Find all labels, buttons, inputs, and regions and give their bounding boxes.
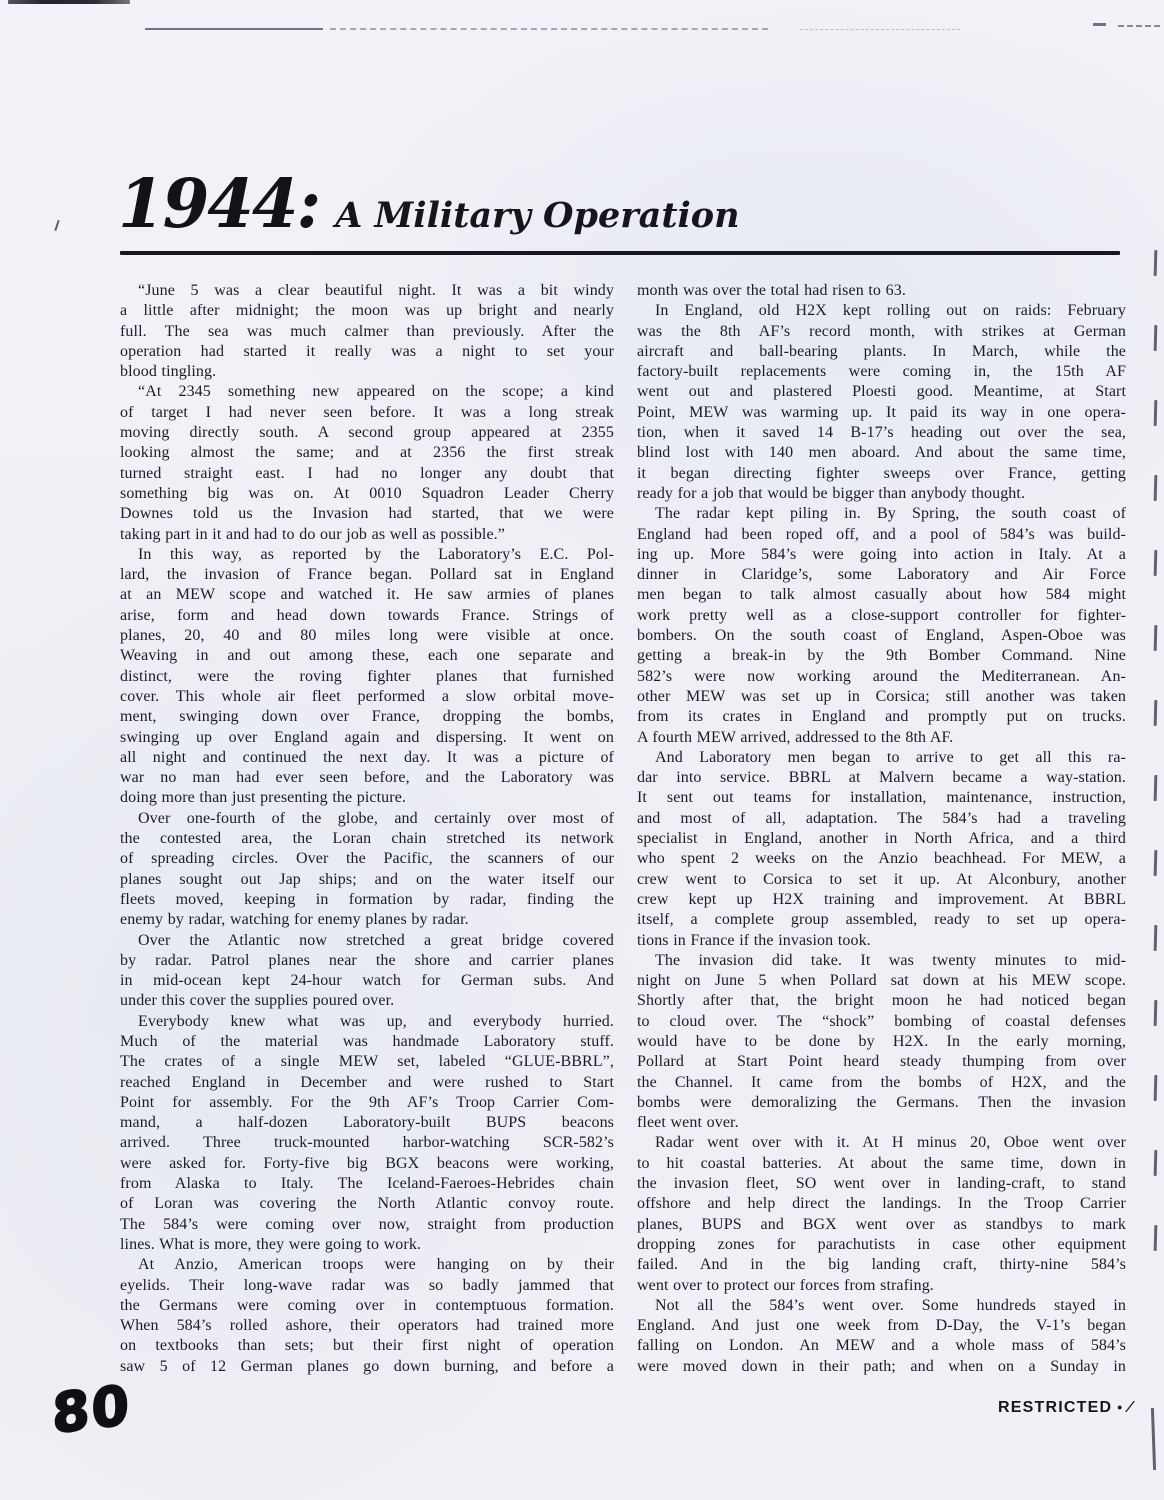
text-line: moving directly south. A second group appeared at 2355 [120,424,614,442]
text-line: war no man had ever seen before, and the Laboratory was [120,769,614,787]
scan-dash-artifact [1118,25,1160,27]
text-line: A fourth MEW arrived, addressed to the 8th AF. [637,728,954,746]
text-line: doing more than just presenting the picture. [120,789,407,807]
text-line: distinct, were the roving fighter planes that furnished [120,667,614,685]
text-line: Everybody knew what was up, and everybody hurried. [138,1012,614,1030]
text-line: from its crates in England and promptly put on trucks. [637,708,1126,726]
scan-smudge-bar [8,0,130,4]
text-line: would have to be done by H2X. In the early morning, [637,1032,1126,1050]
title-year: 1944: [118,164,320,243]
text-line: fleet went over. [637,1114,739,1132]
text-line: lines. What is more, they were going to work. [120,1235,422,1253]
classification-page-mark: ⁄ [1128,1399,1133,1416]
text-line: Downes told us the Invasion had started, that we were [120,505,614,523]
text-line: When 584’s rolled ashore, their operators had trained more [120,1317,614,1335]
text-line: Point, MEW was warming up. It paid its way in one opera- [637,403,1126,421]
text-line: the contested area, the Loran chain stretched its network [120,830,614,848]
text-line: In this way, as reported by the Laboratory’s E.C. Pol- [138,545,614,563]
text-line: ing up. More 584’s were going into action in Italy. At a [637,545,1126,563]
text-line: aircraft and ball-bearing plants. In March, while the [637,342,1126,360]
text-line: dropping zones for parachutists in case other equipment [637,1235,1126,1253]
text-line: offshore and help direct the landings. In the Troop Carrier [637,1195,1126,1213]
text-line: month was over the total had risen to 63. [637,282,906,299]
paragraph [637,1296,1126,1377]
text-line: cover. This whole air fleet performed a slow orbital move- [120,687,614,705]
text-line: reached England in December and were rushed to Start [120,1073,614,1091]
classification-label: RESTRICTED [998,1399,1113,1416]
text-line: Over the Atlantic now stretched a great bridge covered [138,931,614,949]
text-line: mand, a half-dozen Laboratory-built BUPS beacons [120,1114,614,1132]
text-line: bombs were demoralizing the Germans. Then the invasion [637,1093,1126,1111]
text-line: were asked for. Forty-five big BGX beacons were working, [120,1154,614,1172]
scan-tick-artifact [1154,400,1158,426]
text-line: arrived. Three truck-mounted harbor-watching SCR-582’s [120,1134,614,1152]
text-line: “At 2345 something new appeared on the scope; a kind [138,383,614,401]
text-line: Much of the material was handmade Laboratory stuff. [120,1032,614,1050]
text-line: blind lost with 140 men aboard. And about the same time, [637,444,1126,462]
text-line: under this cover the supplies poured over. [120,992,395,1010]
title-rule [120,251,1120,255]
text-line: blood tingling. [120,363,217,381]
scan-dash-artifact [1093,23,1106,26]
text-line: at an MEW scope and watched it. He saw armies of planes [120,586,614,604]
text-line: England had been roped off, and a pool of 584’s was build- [637,525,1126,543]
scan-tick-artifact [1154,925,1158,951]
text-line: tion, when it saved 14 B-17’s heading out over the sea, [637,424,1126,442]
text-line: Radar went over with it. At H minus 20, Oboe went over [655,1134,1126,1152]
text-line: The radar kept piling in. By Spring, the south coast of [655,505,1126,523]
scan-tick-artifact [1154,700,1158,726]
text-line: crew kept up H2X training and improvement. At BBRL [637,890,1126,908]
paragraph [120,931,614,1012]
text-line: the invasion fleet, SO went over in landing-craft, to stand [637,1175,1126,1193]
handwritten-page-number: 80 [51,1373,132,1446]
paragraph [120,545,614,809]
text-line: saw 5 of 12 German planes go down burning, and before a [120,1357,614,1375]
text-line: swinging up over England again and dispersing. It went on [120,728,614,746]
text-line: tions in France if the invasion took. [637,931,871,949]
paragraph [637,748,1126,951]
text-line: ment, swinging down over France, dropping the bombs, [120,708,614,726]
paragraph [120,382,614,544]
text-line: the Channel. It came from the bombs of H2X, and the [637,1073,1126,1091]
classification-marking [998,1399,1132,1417]
text-line: who spent 2 weeks on the Anzio beachhead. For MEW, a [637,850,1126,868]
text-line: were moved down in their path; and when on a Sunday in [637,1357,1126,1375]
text-line: to hit coastal batteries. At about the same time, down in [637,1154,1126,1172]
paragraph [120,1255,614,1377]
text-line: bombers. On the south coast of England, Aspen-Oboe was [637,627,1126,645]
paragraph [120,1012,614,1256]
text-line: arise, form and head down towards France. Strings of [120,606,614,624]
text-line: taking part in it and had to do our job as well as possible.” [120,525,505,543]
scan-tick-artifact [1154,1075,1158,1101]
text-line: failed. And in the big landing craft, thirty-nine 584’s [637,1256,1126,1274]
text-line: planes, 20, 40 and 80 miles long were visible at once. [120,627,614,645]
text-line: 582’s were now working around the Mediterranean. An- [637,667,1126,685]
paragraph [637,951,1126,1134]
paragraph [637,281,1126,301]
text-line: all night and continued the next day. It was a picture of [120,748,614,766]
text-line: full. The sea was much calmer than previously. After the [120,322,614,340]
scan-tick-artifact [1154,1000,1158,1026]
scan-tick-artifact [1154,775,1158,801]
text-line: to cloud over. The “shock” bombing of coastal defenses [637,1012,1126,1030]
scan-tick-artifact [1154,250,1158,276]
text-line: a little after midnight; the moon was up bright and nearly [120,302,614,320]
text-line: lard, the invasion of France began. Pollard sat in England [120,566,614,584]
text-line: went over to protect our forces from strafing. [637,1276,934,1294]
text-line: Shortly after that, the bright moon he had noticed began [637,992,1126,1010]
text-line: Over one-fourth of the globe, and certainly over most of [138,809,614,827]
left-column [120,281,614,1377]
paragraph [637,504,1126,748]
text-line: of spreading circles. Over the Pacific, the scanners of our [120,850,614,868]
text-line: itself, a complete group assembled, ready to set up opera- [637,911,1126,929]
page-header [118,164,740,243]
paragraph [637,1133,1126,1295]
text-line: work pretty well as a close-support controller for fighter- [637,606,1126,624]
title-subtitle: A Military Operation [335,195,740,236]
text-line: falling on London. An MEW and a whole mass of 584’s [637,1337,1126,1355]
scan-edge-line [1151,1408,1156,1470]
classification-separator: • [1117,1399,1124,1415]
text-line: of Loran was covering the North Atlantic convoy route. [120,1195,614,1213]
text-line: England. And just one week from D-Day, the V-1’s began [637,1317,1126,1335]
text-line: dar into service. BBRL at Malvern became a way-station. [637,769,1126,787]
scan-tick-artifact [1154,475,1158,501]
scan-tick-artifact [1154,1150,1158,1176]
text-line: other MEW was set up in Corsica; still another was taken [637,687,1126,705]
text-line: specialist in England, another in North Africa, and a third [637,830,1126,848]
text-line: The invasion did take. It was twenty minutes to mid- [655,951,1126,969]
scan-dotted-artifact [330,28,768,30]
text-line: looking almost the same; and at 2356 the first streak [120,444,614,462]
text-line: And Laboratory men began to arrive to get all this ra- [655,748,1126,766]
text-line: ready for a job that would be bigger than anybody thought. [637,484,1026,502]
text-line: “June 5 was a clear beautiful night. It was a bit windy [138,282,614,299]
text-line: something big was on. At 0010 Squadron Leader Cherry [120,484,614,502]
text-line: Pollard at Start Point heard steady thumping from over [637,1053,1126,1071]
text-line: Weaving in and out among these, each one separate and [120,647,614,665]
text-line: it began directing fighter sweeps over France, getting [637,464,1126,482]
scan-dash-artifact [145,28,323,30]
text-line: went out and plastered Ploesti good. Meantime, at Start [637,383,1126,401]
text-line: was the 8th AF’s record month, with strikes at German [637,322,1126,340]
text-line: planes sought out Jap ships; and on the water itself our [120,870,614,888]
text-line: The crates of a single MEW set, labeled “GLUE-BBRL”, [120,1053,614,1071]
text-line: Not all the 584’s went over. Some hundreds stayed in [655,1296,1126,1314]
text-line: eyelids. Their long-wave radar was so badly jammed that [120,1276,614,1294]
text-line: and most of all, adaptation. The 584’s had a traveling [637,809,1126,827]
text-line: getting a break-in by the 9th Bomber Command. Nine [637,647,1126,665]
text-line: enemy by radar, watching for enemy planes by radar. [120,911,469,929]
text-line: turned straight east. I had no longer any doubt that [120,464,614,482]
text-line: planes, BUPS and BGX went over as standbys to mark [637,1215,1126,1233]
text-line: on textbooks than sets; but their first night of operation [120,1337,614,1355]
text-line: At Anzio, American troops were hanging on by their [138,1256,614,1274]
text-line: the Germans were coming over in contemptuous formation. [120,1296,614,1314]
text-line: In England, old H2X kept rolling out on raids: February [655,302,1126,320]
text-line: factory-built replacements were coming in, the 15th AF [637,363,1126,381]
paragraph [120,281,614,382]
text-line: in mid-ocean kept 24-hour watch for German subs. And [120,972,614,990]
text-line: It sent out teams for installation, maintenance, instruction, [637,789,1126,807]
scan-tick-artifact [1154,850,1158,876]
scan-dotted-artifact [800,29,960,30]
paragraph [120,809,614,931]
scan-tick-artifact [1154,325,1158,351]
text-line: fleets moved, keeping in formation by radar, finding the [120,890,614,908]
text-line: men began to talk almost casually about how 584 might [637,586,1126,604]
scan-tick-artifact [54,220,59,231]
text-line: from Alaska to Italy. The Iceland-Faeroes-Hebrides chain [120,1175,614,1193]
text-line: dinner in Claridge’s, some Laboratory and Air Force [637,566,1126,584]
scan-tick-artifact [1154,625,1158,651]
text-line: night on June 5 when Pollard sat down at his MEW scope. [637,972,1126,990]
text-line: Point for assembly. For the 9th AF’s Troop Carrier Com- [120,1093,614,1111]
text-line: The 584’s were coming over now, straight from production [120,1215,614,1233]
text-line: of target I had never seen before. It was a long streak [120,403,614,421]
scan-tick-artifact [1154,550,1158,576]
paragraph [637,301,1126,504]
text-line: by radar. Patrol planes near the shore and carrier planes [120,951,614,969]
scan-tick-artifact [1154,1225,1158,1251]
text-line: operation had started it really was a night to set your [120,342,614,360]
right-column [637,281,1126,1377]
text-line: crew went to Corsica to set it up. At Alconbury, another [637,870,1126,888]
